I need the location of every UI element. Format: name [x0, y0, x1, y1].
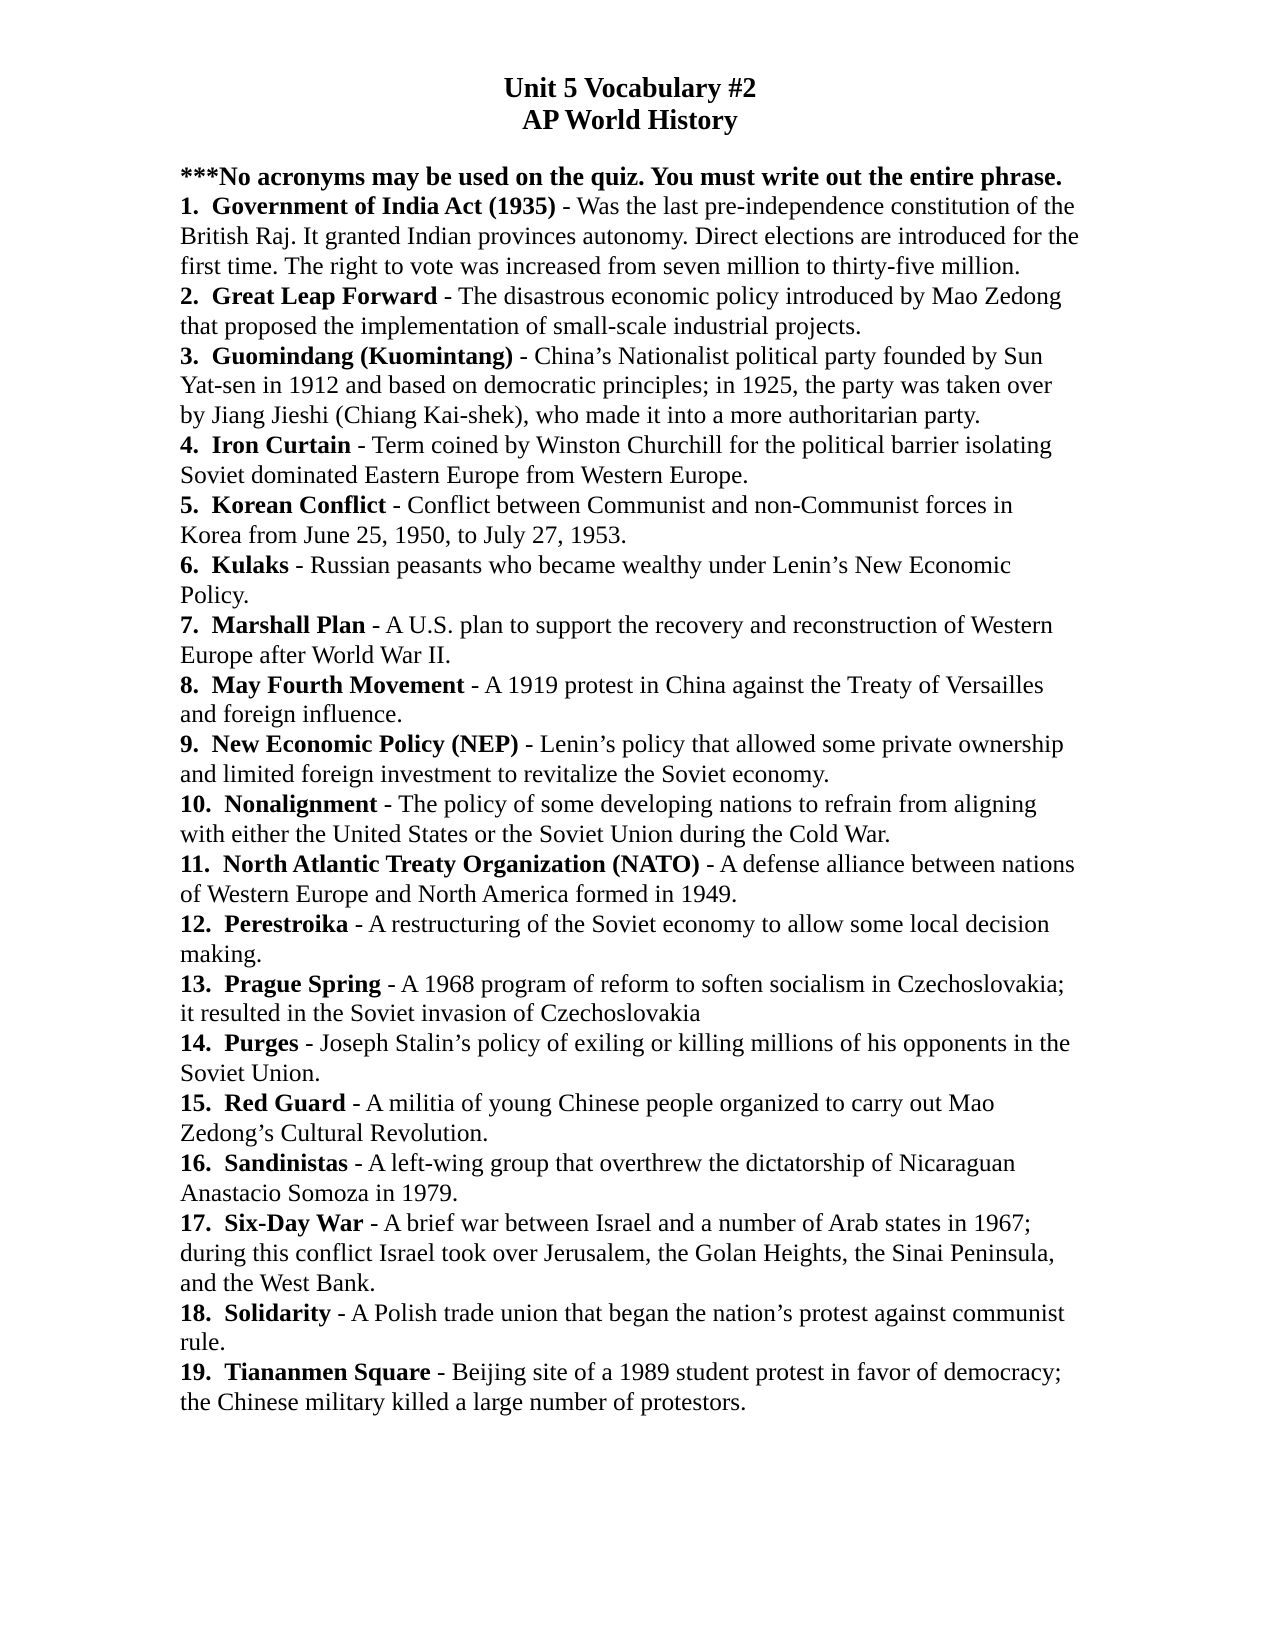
vocab-entry — [180, 192, 1080, 282]
entry-number: 6. — [180, 550, 199, 579]
entry-definition: - A 1968 program of reform to soften socialism in Czechoslovakia; it resulted in the Soviet invasion of Czechoslovakia — [180, 969, 1065, 1028]
entry-definition: - China’s Nationalist political party founded by Sun Yat-sen in 1912 and based on democratic principles; in 1925, the party was taken over by Jiang Jieshi (Chiang Kai-shek), who made it into a more authoritarian party. — [180, 341, 1053, 430]
vocab-entry — [180, 1358, 1080, 1418]
entry-number: 8. — [180, 670, 199, 699]
vocab-entry — [180, 551, 1080, 611]
vocab-entry — [180, 1029, 1080, 1089]
entry-number: 9. — [180, 730, 199, 759]
entry-number: 13. — [180, 969, 212, 998]
vocab-entry — [180, 342, 1080, 432]
title-line-course: AP World History — [522, 105, 738, 136]
entry-definition: - Joseph Stalin’s policy of exiling or killing millions of his opponents in the Soviet Union. — [180, 1029, 1071, 1088]
vocab-entry — [180, 910, 1080, 970]
vocab-entry — [180, 730, 1080, 790]
vocab-entry — [180, 850, 1080, 910]
entry-term: North Atlantic Treaty Organization (NATO) — [222, 849, 700, 878]
entry-term: Tiananmen Square — [224, 1358, 431, 1387]
entry-term: Marshall Plan — [211, 610, 366, 639]
entry-definition: - The policy of some developing nations to refrain from aligning with either the United States or the Soviet Union during the Cold War. — [180, 790, 1037, 849]
entry-term: Kulaks — [211, 550, 289, 579]
entry-definition: - A brief war between Israel and a number of Arab states in 1967; during this conflict Israel took over Jerusalem, the Golan Heights, the Sinai Peninsula, and the West Bank. — [180, 1208, 1055, 1297]
entry-number: 7. — [180, 610, 199, 639]
entry-number: 1. — [180, 192, 199, 220]
entry-term: Government of India Act (1935) — [211, 192, 556, 220]
vocab-entry — [180, 1299, 1080, 1359]
entry-definition: - Russian peasants who became wealthy under Lenin’s New Economic Policy. — [180, 550, 1012, 609]
entry-definition: - Conflict between Communist and non-Communist forces in Korea from June 25, 1950, to July 27, 1953. — [180, 491, 1013, 549]
vocab-entry — [180, 491, 1080, 551]
entry-number: 19. — [180, 1358, 212, 1387]
entry-term: Solidarity — [224, 1298, 332, 1327]
vocab-entry — [180, 611, 1080, 671]
entry-number: 17. — [180, 1208, 212, 1237]
entry-term: May Fourth Movement — [211, 670, 465, 699]
entry-definition: - A defense alliance between nations of Western Europe and North America formed in 1949. — [180, 849, 1075, 908]
vocab-entry — [180, 790, 1080, 850]
entry-definition: - Term coined by Winston Churchill for the political barrier isolating Soviet dominated Eastern Europe from Western Europe. — [180, 431, 1052, 490]
entry-term: New Economic Policy (NEP) — [211, 730, 519, 759]
entry-definition: - A 1919 protest in China against the Treaty of Versailles and foreign influence. — [180, 670, 1044, 729]
entry-number: 11. — [180, 849, 211, 878]
entry-number: 2. — [180, 281, 199, 310]
entry-term: Nonalignment — [224, 790, 378, 819]
vocab-entry — [180, 1149, 1080, 1209]
vocab-entry — [180, 282, 1080, 342]
entry-number: 5. — [180, 491, 199, 520]
entry-number: 4. — [180, 431, 199, 460]
vocab-entry — [180, 970, 1080, 1030]
document-title — [180, 73, 1080, 137]
entry-definition: - A restructuring of the Soviet economy to allow some local decision making. — [180, 909, 1050, 968]
quiz-notice: ***No acronyms may be used on the quiz. You must write out the entire phrase. — [180, 162, 1063, 191]
entry-term: Guomindang (Kuomintang) — [211, 341, 514, 370]
entry-term: Iron Curtain — [211, 431, 352, 460]
entry-term: Red Guard — [224, 1089, 346, 1118]
entry-number: 18. — [180, 1298, 212, 1327]
vocab-entry — [180, 671, 1080, 731]
vocab-entry — [180, 431, 1080, 491]
entry-definition: - A Polish trade union that began the nation’s protest against communist rule. — [180, 1298, 1065, 1357]
entry-definition: - Lenin’s policy that allowed some private ownership and limited foreign investment to revitalize the Soviet economy. — [180, 730, 1064, 789]
title-line-unit: Unit 5 Vocabulary #2 — [503, 73, 757, 104]
entry-definition: - A militia of young Chinese people organized to carry out Mao Zedong’s Cultural Revolution. — [180, 1089, 995, 1148]
entry-term: Purges — [224, 1029, 299, 1058]
entry-term: Six-Day War — [224, 1208, 364, 1237]
entry-definition: - A left-wing group that overthrew the dictatorship of Nicaraguan Anastacio Somoza in 1979. — [180, 1149, 1016, 1207]
vocabulary-list — [180, 192, 1080, 1418]
vocab-entry — [180, 1209, 1080, 1299]
entry-term: Great Leap Forward — [211, 281, 438, 310]
entry-number: 3. — [180, 341, 199, 370]
vocab-entry — [180, 1089, 1080, 1149]
entry-definition: - A U.S. plan to support the recovery and reconstruction of Western Europe after World War II. — [180, 610, 1053, 669]
entry-number: 15. — [180, 1089, 212, 1118]
entry-term: Korean Conflict — [211, 491, 387, 520]
entry-definition: - The disastrous economic policy introduced by Mao Zedong that proposed the implementation of small-scale industrial projects. — [180, 281, 1062, 340]
entry-number: 14. — [180, 1029, 212, 1058]
document-body — [180, 73, 1080, 1418]
entry-number: 12. — [180, 909, 212, 938]
entry-definition: - Beijing site of a 1989 student protest in favor of democracy; the Chinese military killed a large number of protestors. — [180, 1358, 1062, 1417]
entry-term: Perestroika — [224, 909, 349, 938]
entry-number: 10. — [180, 790, 212, 819]
entry-term: Prague Spring — [224, 969, 381, 998]
entry-definition: - Was the last pre-independence constitution of the British Raj. It granted Indian provinces autonomy. Direct elections are introduced for the first time. The right to vote was increased from seven million to thirty-five million. — [180, 192, 1079, 280]
entry-number: 16. — [180, 1149, 212, 1177]
entry-term: Sandinistas — [224, 1149, 349, 1177]
